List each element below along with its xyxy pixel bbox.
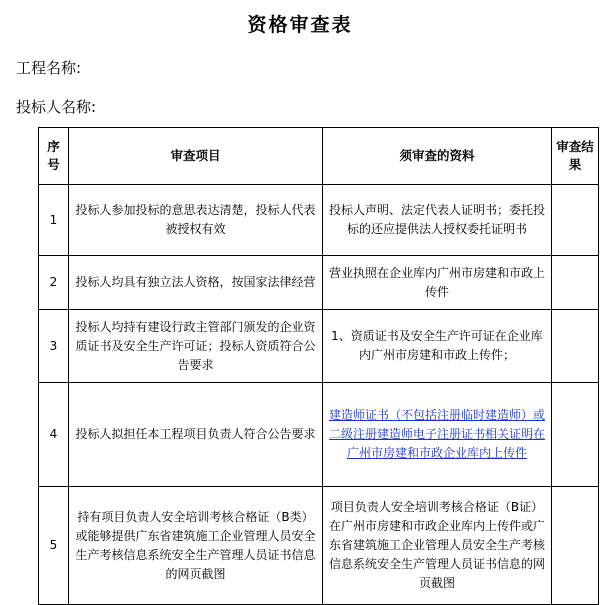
review-documents: 投标人声明、法定代表人证明书；委托投标的还应提供法人授权委托证明书 bbox=[323, 185, 552, 256]
table-row bbox=[39, 256, 599, 310]
review-result[interactable] bbox=[552, 383, 599, 487]
table-row bbox=[39, 310, 599, 383]
row-number: 2 bbox=[39, 256, 69, 310]
project-name-label: 工程名称: bbox=[16, 59, 82, 77]
row-number: 4 bbox=[39, 383, 69, 487]
page-title: 资格审查表 bbox=[247, 14, 353, 36]
row-number: 5 bbox=[39, 487, 69, 605]
header-result: 审查结果 bbox=[552, 128, 599, 185]
review-item: 持有项目负责人安全培训考核合格证（B类）或能够提供广东省建筑施工企业管理人员安全生产考核信息系统安全生产管理人员证书信息的网页截图 bbox=[69, 487, 323, 605]
header-item: 审查项目 bbox=[69, 128, 323, 185]
row-number: 3 bbox=[39, 310, 69, 383]
review-documents: 项目负责人安全培训考核合格证（B证）在广州市房建和市政企业库内上传件或广东省建筑施工企业管理人员安全生产考核信息系统安全生产管理人员证书信息的网页截图 bbox=[323, 487, 552, 605]
row-number: 1 bbox=[39, 185, 69, 256]
review-documents: 营业执照在企业库内广州市房建和市政上传件 bbox=[323, 256, 552, 310]
review-documents-link[interactable]: 建造师证书（不包括注册临时建造师）或二级注册建造师电子注册证书相关证明在广州市房建和市政企业库内上传件 bbox=[328, 408, 545, 460]
table-row bbox=[39, 487, 599, 605]
review-item: 投标人拟担任本工程项目负责人符合公告要求 bbox=[69, 383, 323, 487]
table-row bbox=[39, 383, 599, 487]
header-docs: 须审查的资料 bbox=[323, 128, 552, 185]
review-result[interactable] bbox=[552, 310, 599, 383]
bidder-name-label: 投标人名称: bbox=[16, 98, 97, 116]
header-no: 序号 bbox=[39, 128, 69, 185]
review-documents: 1、资质证书及安全生产许可证在企业库内广州市房建和市政上传件； bbox=[323, 310, 552, 383]
review-item: 投标人均具有独立法人资格，按国家法律经营 bbox=[69, 256, 323, 310]
review-documents bbox=[323, 383, 552, 487]
review-result[interactable] bbox=[552, 185, 599, 256]
review-item: 投标人均持有建设行政主管部门颁发的企业资质证书及安全生产许可证；投标人资质符合公告要求 bbox=[69, 310, 323, 383]
review-item: 投标人参加投标的意思表达清楚，投标人代表被授权有效 bbox=[69, 185, 323, 256]
review-result[interactable] bbox=[552, 487, 599, 605]
table-row bbox=[39, 185, 599, 256]
table-header-row bbox=[39, 128, 599, 185]
qualification-review-table bbox=[38, 127, 599, 605]
review-result[interactable] bbox=[552, 256, 599, 310]
